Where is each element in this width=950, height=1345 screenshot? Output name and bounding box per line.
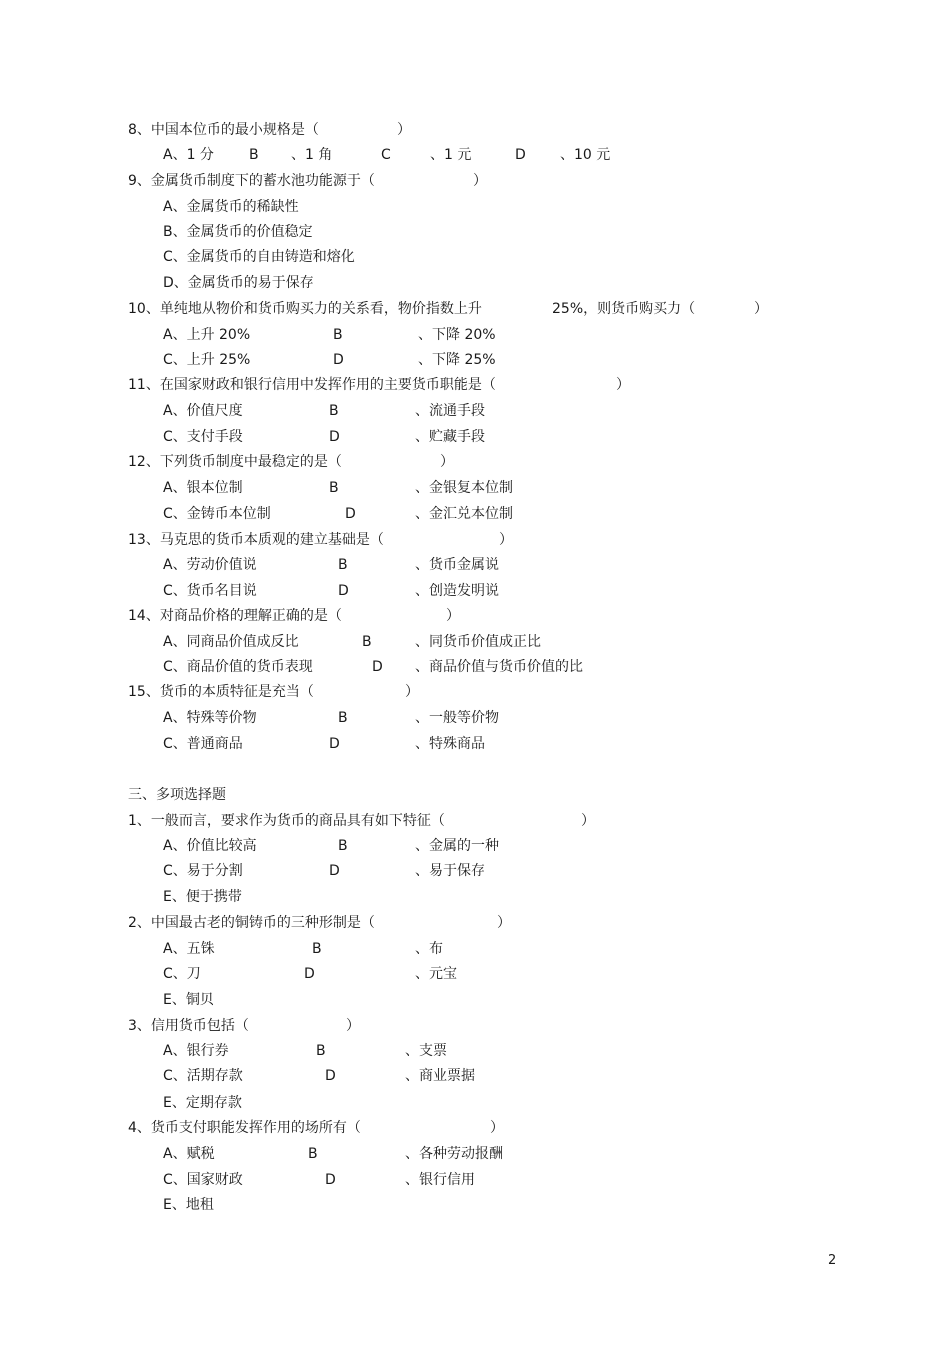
question-15-close: ） <box>405 684 419 700</box>
question-13-option-d: 、创造发明说 <box>415 583 499 599</box>
question-12-option-d-letter: D <box>345 506 356 522</box>
question-14-option-b: 、同货币价值成正比 <box>415 634 541 650</box>
multi-question-3-option-d: 、商业票据 <box>405 1068 475 1084</box>
question-14-option-a: A、同商品价值成反比 <box>163 634 299 650</box>
multi-question-4-option-e: E、地租 <box>163 1197 214 1213</box>
question-11-option-d-letter: D <box>329 429 340 445</box>
question-12-option-c: C、金铸币本位制 <box>163 506 271 522</box>
question-10-option-a: A、上升 20% <box>163 327 251 343</box>
question-10-option-d-letter: D <box>333 352 344 368</box>
question-10-option-d: 、下降 25% <box>418 352 496 368</box>
multi-question-4-option-d: 、银行信用 <box>405 1172 475 1188</box>
question-15-option-d-letter: D <box>329 736 340 752</box>
question-12-option-a: A、银本位制 <box>163 480 243 496</box>
multi-question-1-option-a: A、价值比较高 <box>163 838 257 854</box>
multi-question-1-option-b: 、金属的一种 <box>415 838 499 854</box>
multi-question-1-option-d-letter: D <box>329 863 340 879</box>
question-11-option-d: 、贮藏手段 <box>415 429 485 445</box>
question-8-option-c: 、1 元 <box>430 147 472 163</box>
multi-question-4-option-a: A、赋税 <box>163 1146 215 1162</box>
multi-question-1-stem: 1、一般而言，要求作为货币的商品具有如下特征（ <box>128 813 445 829</box>
question-8-option-d: 、10 元 <box>560 147 611 163</box>
question-8-option-d-letter: D <box>515 147 526 163</box>
multi-question-1-option-c: C、易于分割 <box>163 863 243 879</box>
multi-question-3-option-d-letter: D <box>325 1068 336 1084</box>
multi-question-2-option-b: 、布 <box>415 941 443 957</box>
question-9-option-d: D、金属货币的易于保存 <box>163 275 314 291</box>
multi-question-1-close: ） <box>581 813 595 829</box>
question-11-option-b-letter: B <box>329 403 339 419</box>
question-8-close: ） <box>397 122 411 138</box>
question-10-percent: 25%，则货币购买力（ <box>552 301 696 317</box>
multi-question-1-option-b-letter: B <box>338 838 348 854</box>
question-12-stem: 12、下列货币制度中最稳定的是（ <box>128 454 342 470</box>
multi-question-2-option-e: E、铜贝 <box>163 992 214 1008</box>
question-9-option-c: C、金属货币的自由铸造和熔化 <box>163 249 355 265</box>
question-8-option-b-letter: B <box>249 147 259 163</box>
question-12-close: ） <box>440 454 454 470</box>
question-10-close: ） <box>754 301 768 317</box>
question-11-close: ） <box>616 377 630 393</box>
multi-question-1-option-e: E、便于携带 <box>163 889 242 905</box>
multi-question-2-option-b-letter: B <box>312 941 322 957</box>
multi-question-3-option-a: A、银行券 <box>163 1043 229 1059</box>
question-11-option-c: C、支付手段 <box>163 429 243 445</box>
multi-question-1-option-d: 、易于保存 <box>415 863 485 879</box>
multi-question-4-option-b-letter: B <box>308 1146 318 1162</box>
question-15-option-c: C、普通商品 <box>163 736 243 752</box>
question-11-stem: 11、在国家财政和银行信用中发挥作用的主要货币职能是（ <box>128 377 496 393</box>
question-10-stem: 10、单纯地从物价和货币购买力的关系看，物价指数上升 <box>128 301 482 317</box>
multi-question-3-option-b-letter: B <box>316 1043 326 1059</box>
multi-question-3-stem: 3、信用货币包括（ <box>128 1018 249 1034</box>
question-9-close: ） <box>473 173 487 189</box>
question-13-option-b-letter: B <box>338 557 348 573</box>
question-12-option-d: 、金汇兑本位制 <box>415 506 513 522</box>
question-15-option-a: A、特殊等价物 <box>163 710 257 726</box>
multi-question-2-option-a: A、五铢 <box>163 941 215 957</box>
multi-question-4-close: ） <box>490 1120 504 1136</box>
question-14-close: ） <box>446 608 460 624</box>
question-8-option-c-letter: C <box>381 147 391 163</box>
question-13-option-c: C、货币名目说 <box>163 583 257 599</box>
question-9-stem: 9、金属货币制度下的蓄水池功能源于（ <box>128 173 375 189</box>
multi-question-4-option-b: 、各种劳动报酬 <box>405 1146 503 1162</box>
page-number: 2 <box>828 1253 837 1268</box>
question-15-option-d: 、特殊商品 <box>415 736 485 752</box>
multi-question-2-option-c: C、刀 <box>163 966 201 982</box>
question-13-option-b: 、货币金属说 <box>415 557 499 573</box>
question-12-option-b-letter: B <box>329 480 339 496</box>
question-15-stem: 15、货币的本质特征是充当（ <box>128 684 314 700</box>
multi-question-3-option-b: 、支票 <box>405 1043 447 1059</box>
question-14-option-d-letter: D <box>372 659 383 675</box>
question-13-option-d-letter: D <box>338 583 349 599</box>
multi-question-2-stem: 2、中国最古老的铜铸币的三种形制是（ <box>128 915 375 931</box>
multi-question-2-option-d-letter: D <box>304 966 315 982</box>
question-11-option-a: A、价值尺度 <box>163 403 243 419</box>
question-13-close: ） <box>499 532 513 548</box>
question-14-stem: 14、对商品价格的理解正确的是（ <box>128 608 342 624</box>
multi-question-2-option-d: 、元宝 <box>415 966 457 982</box>
question-8-stem: 8、中国本位币的最小规格是（ <box>128 122 319 138</box>
question-9-option-b: B、金属货币的价值稳定 <box>163 224 313 240</box>
question-10-option-b: 、下降 20% <box>418 327 496 343</box>
question-14-option-b-letter: B <box>362 634 372 650</box>
multi-question-3-close: ） <box>346 1018 360 1034</box>
question-15-option-b-letter: B <box>338 710 348 726</box>
section-heading-multiple-choice: 三、多项选择题 <box>128 787 226 803</box>
question-15-option-b: 、一般等价物 <box>415 710 499 726</box>
question-13-option-a: A、劳动价值说 <box>163 557 257 573</box>
multi-question-3-option-e: E、定期存款 <box>163 1095 242 1111</box>
question-8-option-b: 、1 角 <box>291 147 333 163</box>
question-13-stem: 13、马克思的货币本质观的建立基础是（ <box>128 532 384 548</box>
question-11-option-b: 、流通手段 <box>415 403 485 419</box>
multi-question-4-option-d-letter: D <box>325 1172 336 1188</box>
multi-question-4-stem: 4、货币支付职能发挥作用的场所有（ <box>128 1120 361 1136</box>
multi-question-3-option-c: C、活期存款 <box>163 1068 243 1084</box>
multi-question-2-close: ） <box>497 915 511 931</box>
question-8-option-a: A、1 分 <box>163 147 214 163</box>
question-10-option-b-letter: B <box>333 327 343 343</box>
question-14-option-d: 、商品价值与货币价值的比 <box>415 659 583 675</box>
question-9-option-a: A、金属货币的稀缺性 <box>163 199 299 215</box>
question-10-option-c: C、上升 25% <box>163 352 251 368</box>
question-14-option-c: C、商品价值的货币表现 <box>163 659 313 675</box>
multi-question-4-option-c: C、国家财政 <box>163 1172 243 1188</box>
question-12-option-b: 、金银复本位制 <box>415 480 513 496</box>
